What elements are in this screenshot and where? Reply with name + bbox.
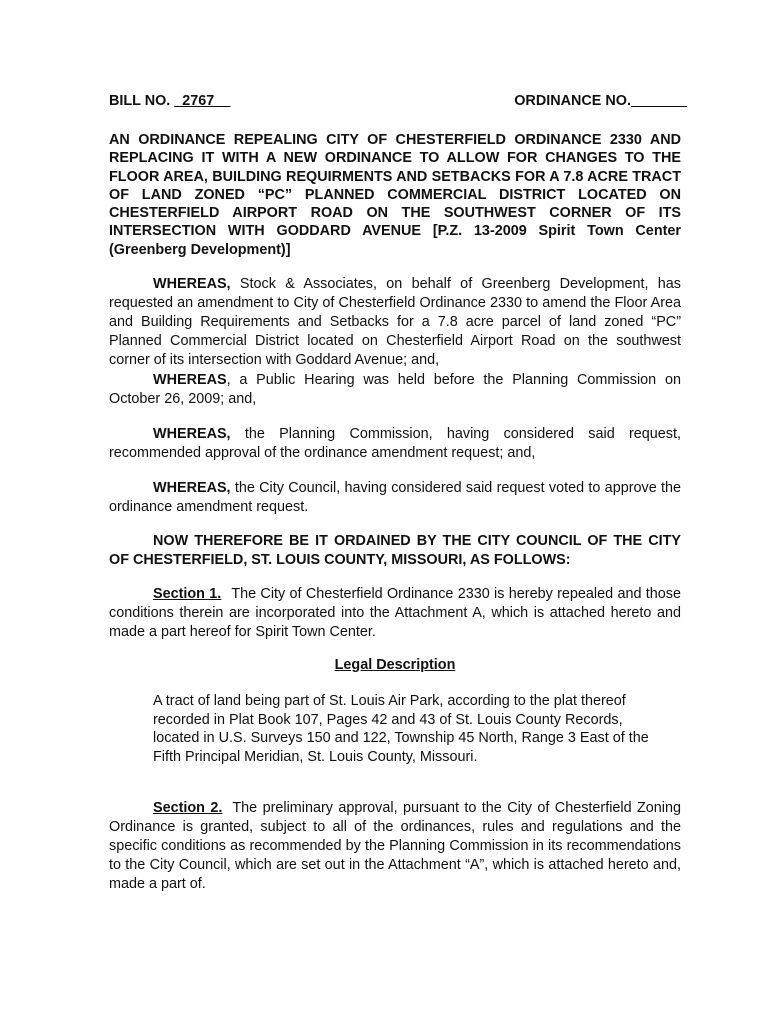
whereas-paragraph-1 [109,275,681,370]
whereas-lead: WHEREAS, [153,480,231,496]
whereas-text: the Planning Commission, having considered said request, recommended approval of the ordinance amendment request; and, [109,426,681,461]
whereas-text: the City Council, having considered said request voted to approve the ordinance amendment request. [109,480,681,515]
whereas-text: Stock & Associates, on behalf of Greenberg Development, has requested an amendment to City of Chesterfield Ordinance 2330 to amend the Floor Area and Building Requirements and Setbacks for a 7.8 acre parcel of land zoned “PC” Planned Commercial District located on Chesterfield Airport Road on the southwest corner of its intersection with Goddard Avenue; and, [109,276,681,368]
section-2-paragraph [109,799,681,894]
legal-description-heading: Legal Description [334,657,456,673]
section-2-label: Section 2. [153,800,223,816]
ordinance-label: ORDINANCE NO. [514,93,631,109]
whereas-lead: WHEREAS, [153,426,231,442]
legal-description-text: A tract of land being part of St. Louis Air Park, according to the plat thereof recorded in Plat Book 107, Pages 42 and 43 of St. Louis County Records, located in U.S. Surveys 150 and 122, Township 45 North, Range 3 East of the Fifth Principal Meridian, St. Louis County, Missouri. [153,693,649,765]
section-1-paragraph [109,585,681,642]
section-1-label: Section 1. [153,586,222,602]
whereas-lead: WHEREAS [153,372,227,388]
ordinance-number-line [514,93,687,109]
ordaining-clause [109,532,681,570]
bill-label: BILL NO. [109,93,171,109]
bill-number: _2767__ [174,93,231,109]
whereas-paragraph-4 [109,479,681,517]
bill-number-line [109,93,230,109]
section-1-text: The City of Chesterfield Ordinance 2330 is hereby repealed and those conditions therein are incorporated into the Attachment A, which is attached hereto and made a part hereof for Spirit Town Center. [109,586,681,640]
whereas-paragraph-2 [109,371,681,409]
ordaining-text: NOW THEREFORE BE IT ORDAINED BY THE CITY COUNCIL OF THE CITY OF CHESTERFIELD, ST. LOUIS COUNTY, MISSOURI, AS FOLLOWS: [109,533,681,568]
whereas-text: , a Public Hearing was held before the Planning Commission on October 26, 2009; and, [109,372,681,407]
whereas-lead: WHEREAS, [153,276,231,292]
whereas-paragraph-3 [109,425,681,463]
section-2-text: The preliminary approval, pursuant to the City of Chesterfield Zoning Ordinance is granted, subject to all of the ordinances, rules and regulations and the specific conditions as recommended by the Planning Commission in its recommendations to the City Council, which are set out in the Attachment “A”, which is attached hereto and, made a part of. [109,800,681,892]
ordinance-number-blank: _______ [630,93,687,109]
ordinance-title: AN ORDINANCE REPEALING CITY OF CHESTERFIELD ORDINANCE 2330 AND REPLACING IT WITH A NEW ORDINANCE TO ALLOW FOR CHANGES TO THE FLOOR AREA, BUILDING REQUIRMENTS AND SETBACKS FOR A 7.8 ACRE TRACT OF LAND ZONED “PC” PLANNED COMMERCIAL DISTRICT LOCATED ON CHESTERFIELD AIRPORT ROAD ON THE SOUTHWEST CORNER OF ITS INTERSECTION WITH GODDARD AVENUE [P.Z. 13-2009 Spirit Town Center (Greenberg Development)] [109,132,681,258]
